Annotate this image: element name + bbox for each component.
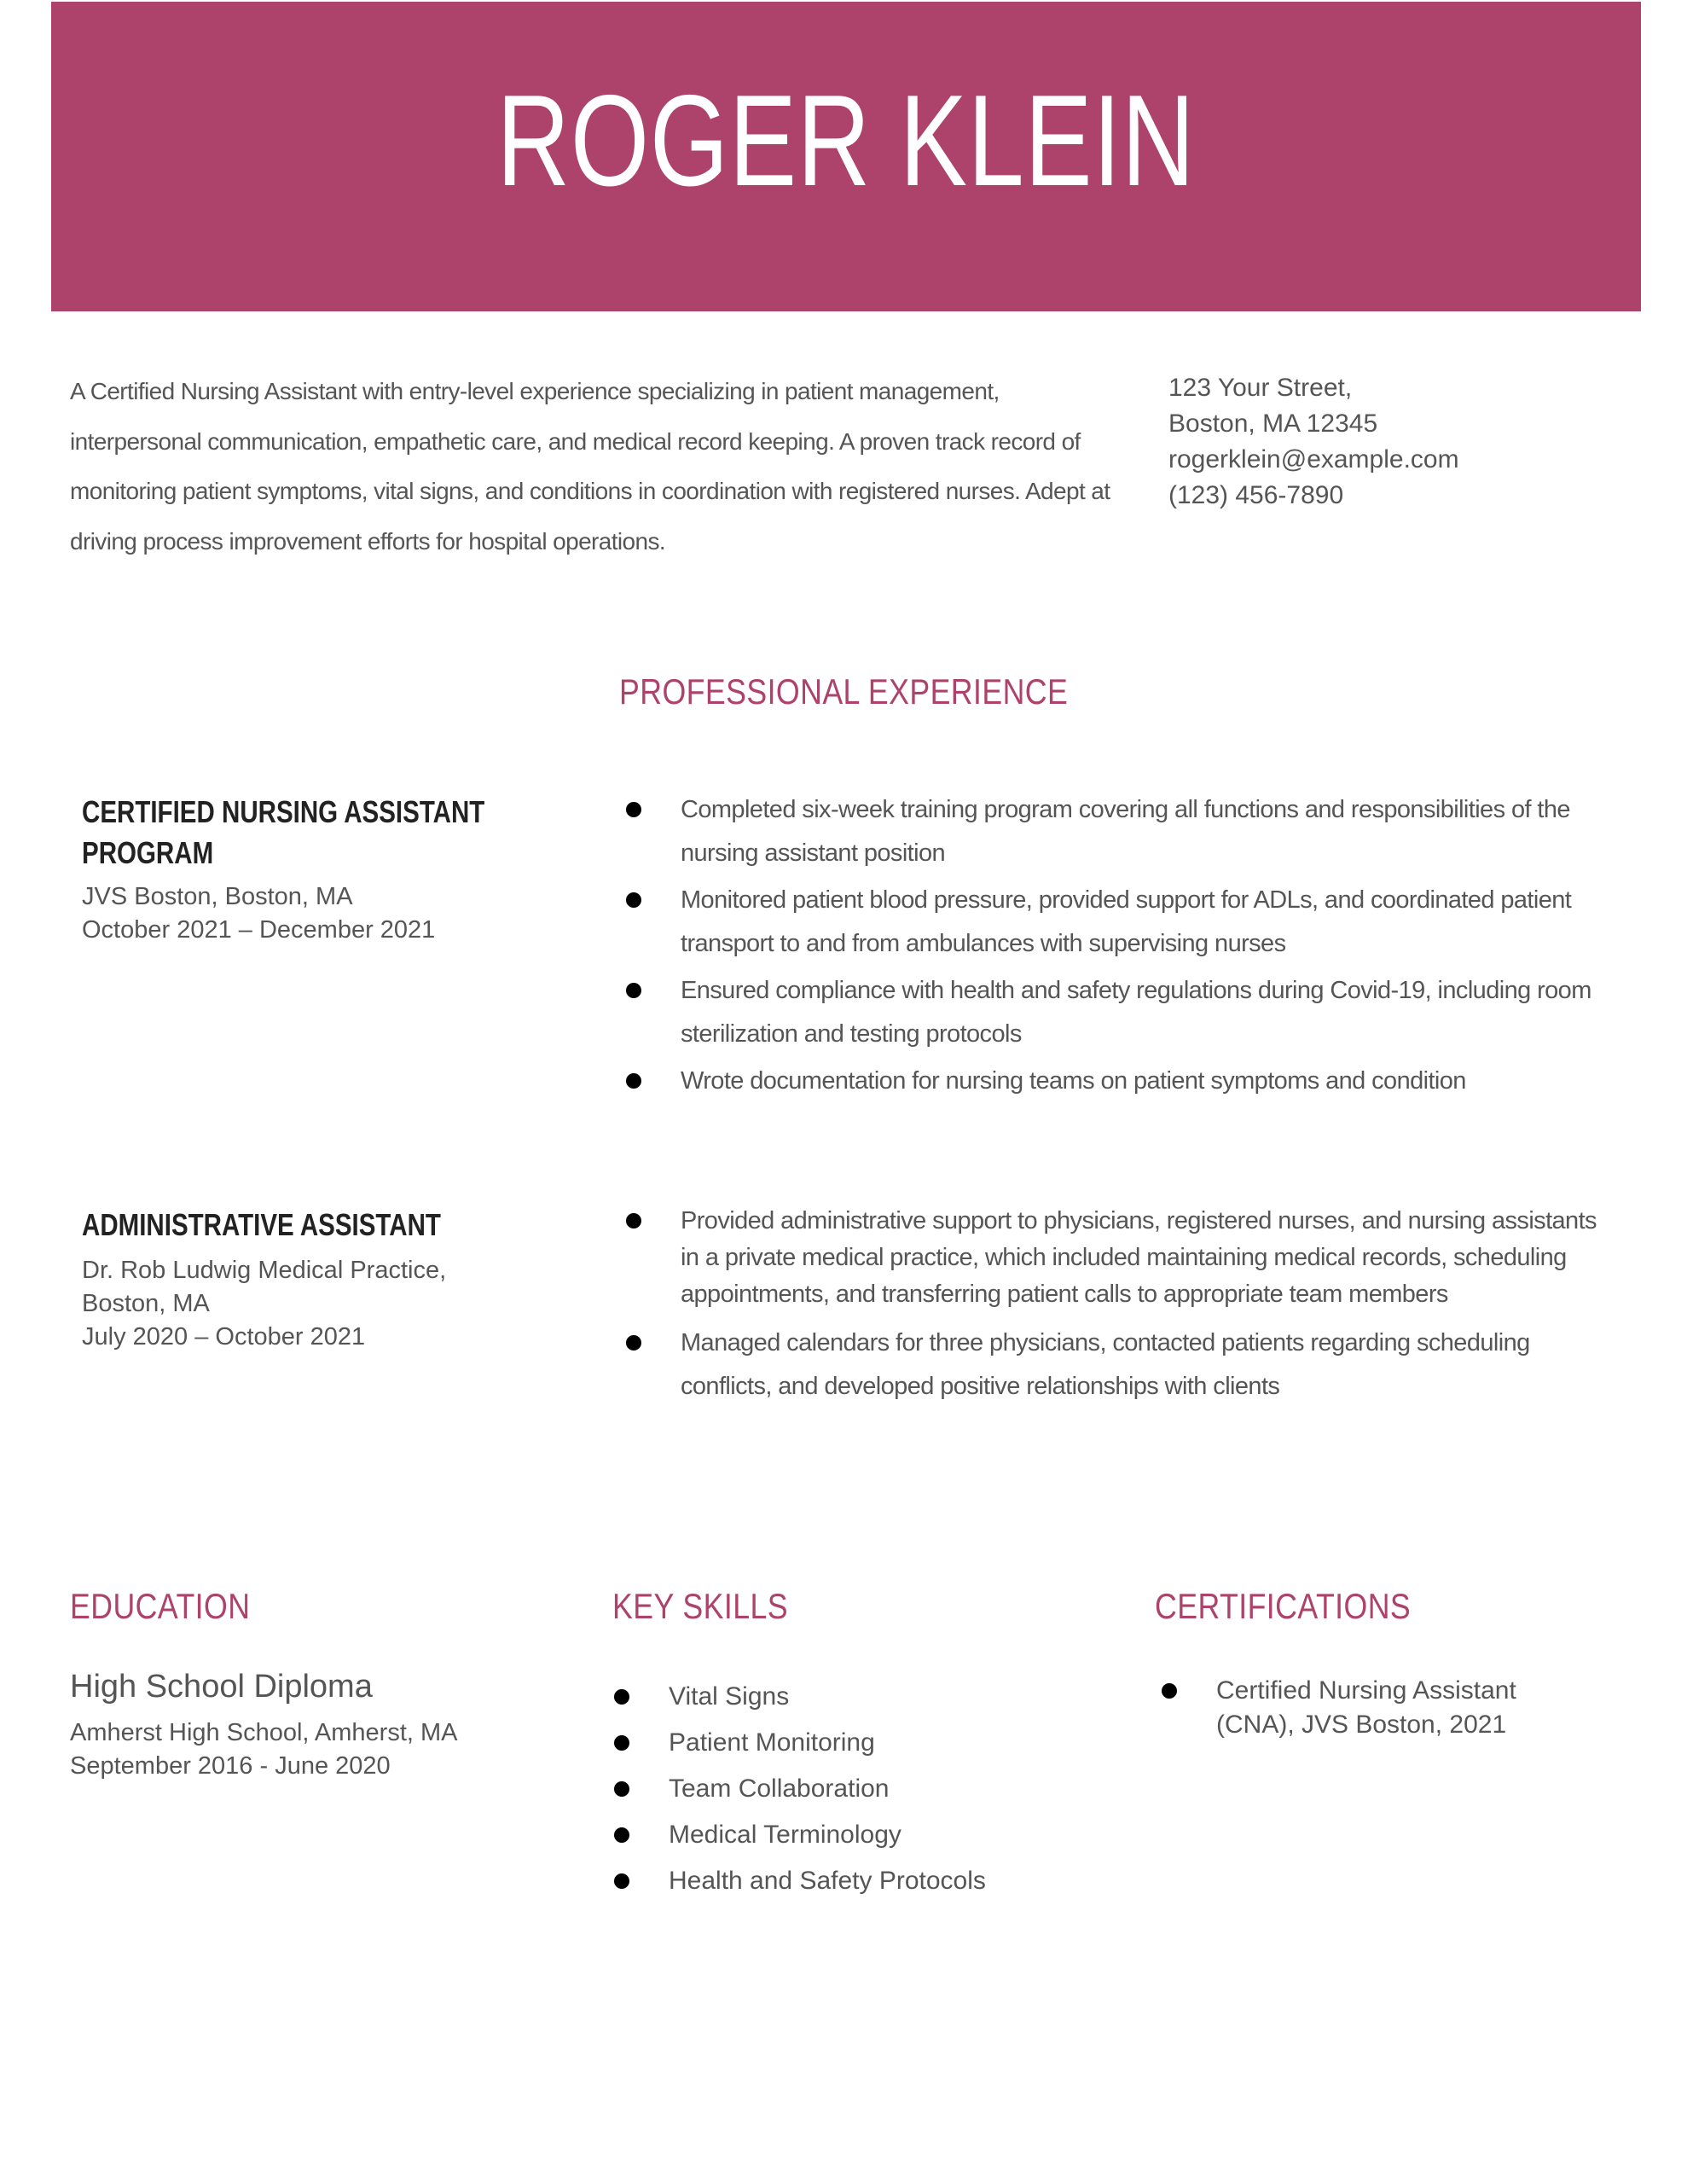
bullet-icon <box>626 1335 641 1350</box>
bullet-icon <box>626 983 641 998</box>
education-details <box>70 1716 458 1783</box>
list-item <box>626 879 1615 966</box>
job-dates: July 2020 – October 2021 <box>82 1323 366 1350</box>
list-item <box>626 1203 1615 1313</box>
contact-email: rogerklein@example.com <box>1168 445 1459 473</box>
list-item <box>614 1812 1075 1858</box>
job-title: CERTIFIED NURSING ASSISTANT PROGRAM <box>82 794 485 870</box>
job-organization-location: Boston, MA <box>82 1290 210 1317</box>
list-item <box>1162 1674 1622 1742</box>
skill-text: Health and Safety Protocols <box>669 1867 986 1895</box>
bullet-icon <box>626 1073 641 1089</box>
section-title-education: EDUCATION <box>70 1586 251 1626</box>
list-item <box>614 1720 1075 1766</box>
education-degree: High School Diploma <box>70 1669 373 1705</box>
contact-phone: (123) 456-7890 <box>1168 481 1344 509</box>
list-item <box>626 969 1615 1056</box>
list-item <box>626 1060 1615 1103</box>
professional-summary: A Certified Nursing Assistant with entry-level experience specializing in patient management, interpersonal communication, empathetic care, and medical record keeping. A proven track record of monitoring patient symptoms, vital signs, and conditions in coordination with registered nurses. Adept at driving process improvement efforts for hospital operations. <box>70 378 1110 555</box>
job-title: ADMINISTRATIVE ASSISTANT <box>82 1207 441 1242</box>
skills-list <box>614 1674 1075 1904</box>
contact-city: Boston, MA 12345 <box>1168 410 1378 438</box>
education-school: Amherst High School, Amherst, MA <box>70 1719 458 1746</box>
list-item <box>626 788 1615 875</box>
skill-text: Patient Monitoring <box>669 1728 875 1757</box>
list-item <box>614 1858 1075 1904</box>
bullet-text: Managed calendars for three physicians, contacted patients regarding scheduling conflicts, and developed positive relationships with clients <box>681 1329 1530 1400</box>
job-dates: October 2021 – December 2021 <box>82 916 436 944</box>
bullet-text: Ensured compliance with health and safety regulations during Covid-19, including room sterilization and testing protocols <box>681 977 1591 1048</box>
bullet-text: Completed six-week training program covering all functions and responsibilities of the nursing assistant position <box>681 796 1570 867</box>
education-dates: September 2016 - June 2020 <box>70 1752 391 1780</box>
bullet-text: Wrote documentation for nursing teams on patient symptoms and condition <box>681 1067 1466 1095</box>
certification-text: Certified Nursing Assistant (CNA), JVS Boston, 2021 <box>1216 1676 1516 1739</box>
section-title-experience: PROFESSIONAL EXPERIENCE <box>619 671 1069 712</box>
job-bullet-list <box>626 788 1615 1107</box>
skill-text: Team Collaboration <box>669 1774 890 1803</box>
candidate-name: ROGER KLEIN <box>496 67 1196 213</box>
bullet-text: Monitored patient blood pressure, provided support for ADLs, and coordinated patient transport to and from ambulances with supervising nurses <box>681 886 1572 957</box>
section-title-certifications: CERTIFICATIONS <box>1155 1586 1412 1626</box>
bullet-icon <box>614 1735 629 1751</box>
bullet-icon <box>614 1873 629 1889</box>
contact-street: 123 Your Street, <box>1168 374 1353 402</box>
bullet-icon <box>626 802 641 817</box>
bullet-icon <box>1162 1683 1177 1699</box>
certifications-list <box>1162 1674 1622 1742</box>
skill-text: Medical Terminology <box>669 1821 901 1849</box>
job-bullet-list <box>626 1203 1615 1412</box>
bullet-text: Provided administrative support to physicians, registered nurses, and nursing assistants in a private medical practice, which included maintaining medical records, scheduling appointments, and transferring patient calls to appropriate team members <box>681 1207 1597 1308</box>
job-organization-name: Dr. Rob Ludwig Medical Practice, <box>82 1257 447 1284</box>
bullet-icon <box>614 1781 629 1797</box>
job-organization <box>82 880 435 947</box>
job-organization <box>82 1254 446 1354</box>
bullet-icon <box>626 892 641 908</box>
name-banner <box>51 2 1641 311</box>
skill-text: Vital Signs <box>669 1682 790 1711</box>
bullet-icon <box>614 1827 629 1843</box>
contact-info <box>1168 370 1595 514</box>
section-title-skills: KEY SKILLS <box>612 1586 789 1626</box>
list-item <box>626 1321 1615 1409</box>
bullet-icon <box>626 1213 641 1228</box>
list-item <box>614 1674 1075 1720</box>
list-item <box>614 1766 1075 1812</box>
bullet-icon <box>614 1689 629 1705</box>
job-organization-name: JVS Boston, Boston, MA <box>82 883 353 910</box>
